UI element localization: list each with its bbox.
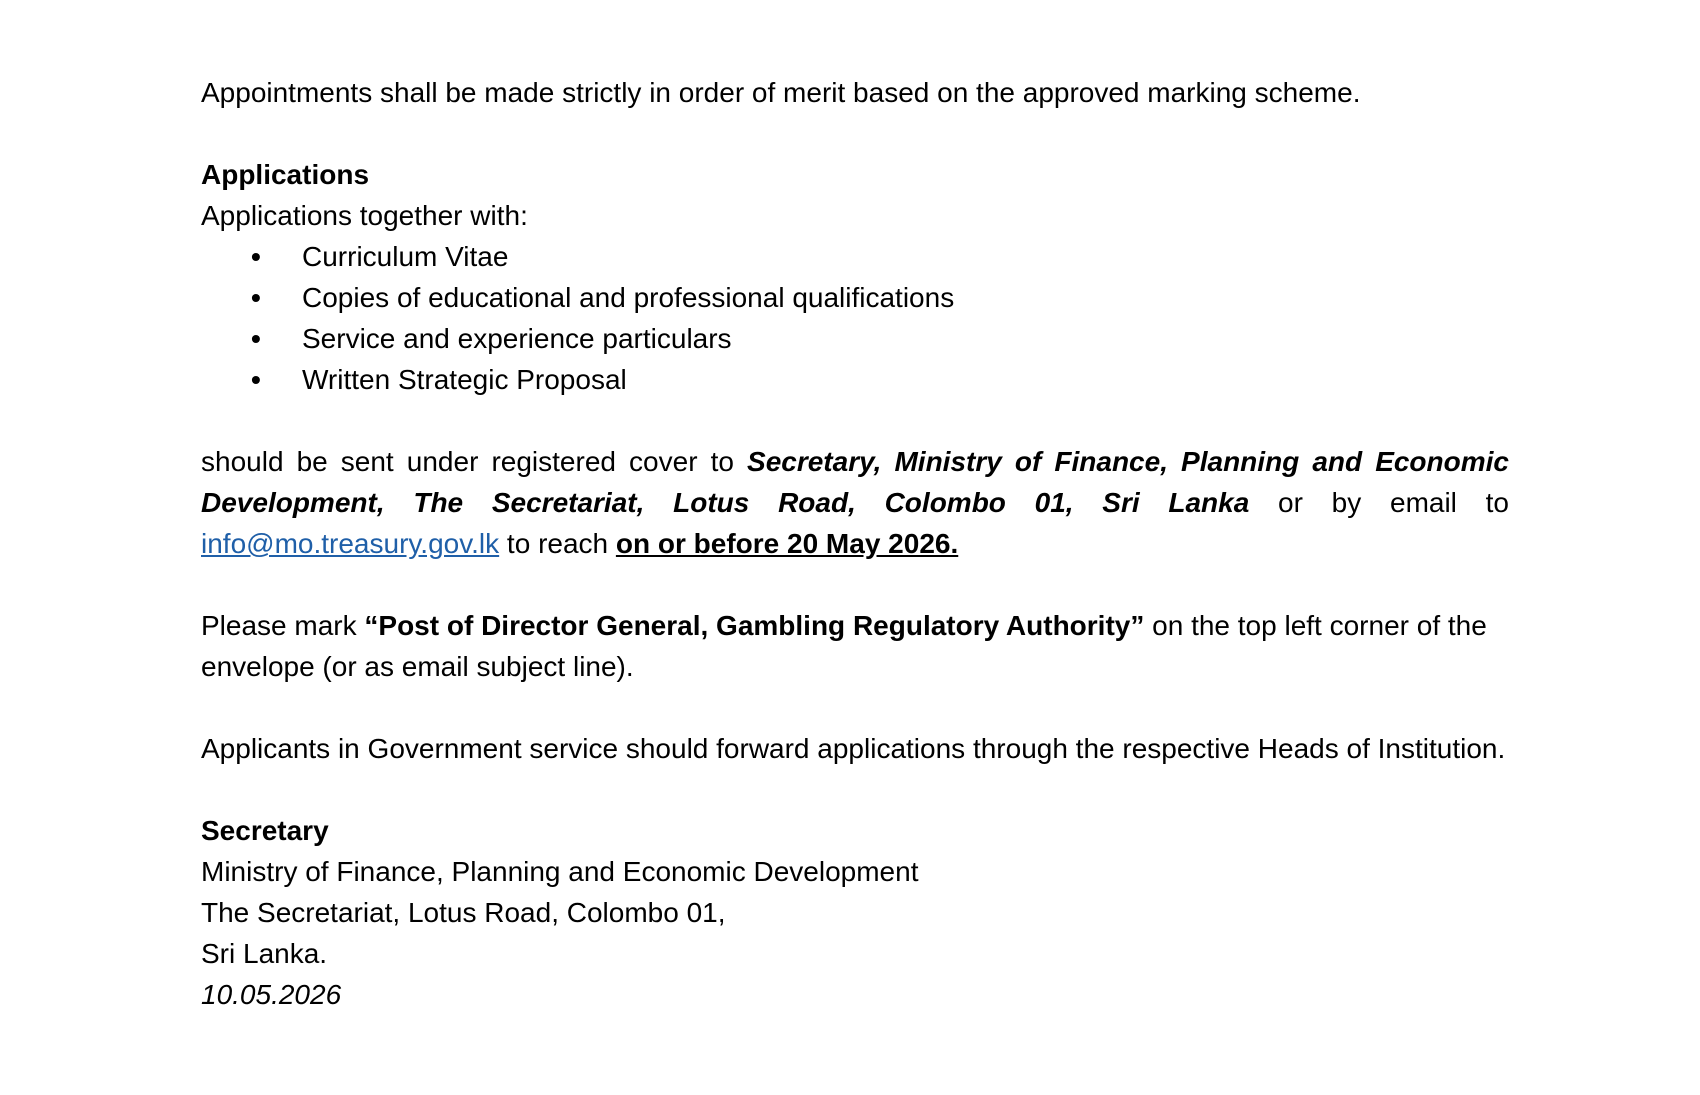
marking-suffix: on the top left corner of the envelope (or as email subject line). [201, 610, 1487, 682]
government-note: Applicants in Government service should forward applications through the respective Heads of Institution. [201, 733, 1506, 764]
marking-paragraph [201, 605, 1509, 687]
document-page [201, 72, 1509, 1015]
signature-block [201, 810, 1509, 1015]
bullet-icon: • [251, 241, 261, 272]
spacer [201, 400, 1509, 441]
list-item [201, 236, 1509, 277]
marking-prefix: Please mark [201, 610, 365, 641]
spacer [201, 687, 1509, 728]
applications-lead: Applications together with: [201, 200, 528, 231]
bullet-icon: • [251, 282, 261, 313]
list-item-label: Curriculum Vitae [302, 241, 509, 272]
list-item [201, 318, 1509, 359]
spacer [201, 113, 1509, 154]
signature-title: Secretary [201, 815, 329, 846]
submission-address: Secretary, Ministry of Finance, Planning and Economic Development, The Secretariat, Lotus Road, Colombo 01, Sri Lanka [201, 446, 1509, 518]
signature-ministry: Ministry of Finance, Planning and Economic Development [201, 856, 919, 887]
bullet-icon: • [251, 323, 261, 354]
applications-heading: Applications [201, 159, 370, 190]
email-link[interactable]: info@mo.treasury.gov.lk [201, 528, 500, 559]
requirements-list [201, 236, 1509, 400]
signature-date: 10.05.2026 [201, 979, 342, 1010]
list-item-label: Copies of educational and professional qualifications [302, 282, 955, 313]
submission-prefix: should be sent under registered cover to [201, 446, 748, 477]
list-item-label: Written Strategic Proposal [302, 364, 627, 395]
list-item-label: Service and experience particulars [302, 323, 732, 354]
list-item [201, 277, 1509, 318]
list-item [201, 359, 1509, 400]
bullet-icon: • [251, 364, 261, 395]
submission-paragraph [201, 441, 1509, 564]
signature-address: The Secretariat, Lotus Road, Colombo 01, [201, 897, 726, 928]
spacer [201, 564, 1509, 605]
intro-paragraph: Appointments shall be made strictly in order of merit based on the approved marking scheme. [201, 77, 1361, 108]
marking-post-title: “Post of Director General, Gambling Regulatory Authority” [364, 610, 1145, 641]
submission-reach: to reach [499, 528, 616, 559]
submission-deadline: on or before 20 May 2026. [615, 528, 959, 559]
signature-country: Sri Lanka. [201, 938, 328, 969]
submission-middle: or by email to [1249, 487, 1509, 518]
spacer [201, 769, 1509, 810]
